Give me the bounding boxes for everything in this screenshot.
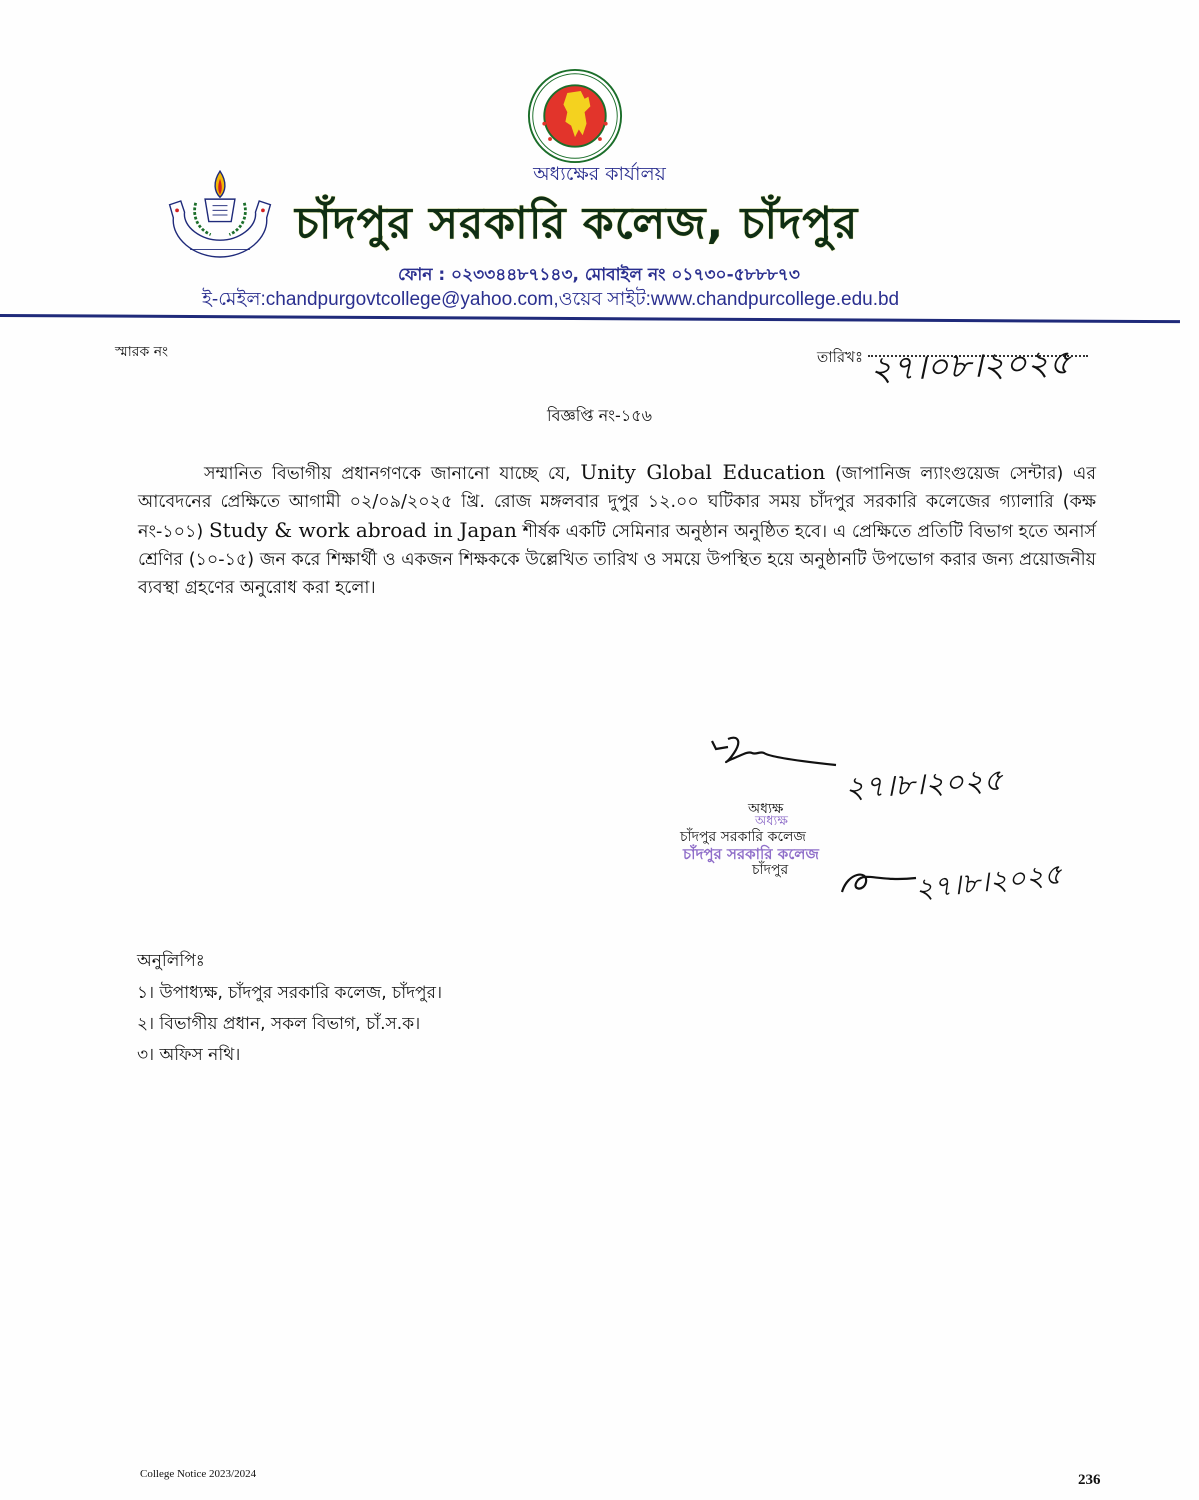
memo-number-label: স্মারক নং	[115, 344, 169, 360]
stamp-title: অধ্যক্ষ	[755, 814, 788, 829]
initials-icon	[838, 862, 918, 902]
date-label: তারিখঃ	[817, 348, 863, 366]
copies-label: অনুলিপিঃ	[137, 951, 205, 971]
signature-icon	[708, 733, 838, 783]
stamp-college: চাঁদপুর সরকারি কলেজ	[683, 845, 819, 863]
email-website-line: ই-মেইল:chandpurgovtcollege@yahoo.com,ওয়েব সাইট:www.chandpurcollege.edu.bd	[202, 289, 900, 310]
body-text-3: শীর্ষক একটি সেমিনার অনুষ্ঠান অনুষ্ঠিত হবে। এ প্রেক্ষিতে প্রতিটি বিভাগ হতে অনার্স শ্রেণির (১০-১৫) জন করে শিক্ষার্থী ও একজন শিক্ষককে উল্লেখিত তারিখ ও সময়ে উপস্থিত হয়ে অনুষ্ঠানটি উপভোগ করার জন্য প্রয়োজনীয় ব্যবস্থা গ্রহণের অনুরোধ করা হলো।	[138, 522, 1096, 598]
initials-date: ২৭।৮।২০২৫	[913, 857, 1064, 906]
copy-item: ২। বিভাগীয় প্রধান, সকল বিভাগ, চাঁ.স.ক।	[137, 1014, 421, 1034]
office-name: অধ্যক্ষের কার্যালয়	[533, 163, 666, 185]
college-logo-icon	[164, 162, 276, 268]
signatory-place: চাঁদপুর	[752, 862, 789, 878]
college-title: চাঁদপুর সরকারি কলেজ, চাঁদপুর	[295, 198, 859, 249]
body-text-2: (জাপানিজ ল্যাংগুয়েজ সেন্টার) এর আবেদনের প্রেক্ষিতে আগামী ০২/০৯/২০২৫ খ্রি. রোজ মঙ্গলবার দুপুর ১২.০০ ঘটিকার সময় চাঁদপুর সরকারি কলেজের গ্যালারি (কক্ষ নং-১০১)	[138, 464, 1096, 542]
copy-item: ৩। অফিস নথি।	[137, 1045, 241, 1065]
footer-label: College Notice 2023/2024	[140, 1468, 257, 1480]
copy-item: ১। উপাধ্যক্ষ, চাঁদপুর সরকারি কলেজ, চাঁদপুর।	[137, 983, 443, 1003]
government-seal-icon	[527, 68, 623, 164]
phone-line: ফোন : ০২৩৩৪৪৮৭১৪৩, মোবাইল নং ০১৭৩০-৫৮৮৮৭৩	[398, 265, 800, 285]
signatory-title: অধ্যক্ষ	[748, 801, 784, 817]
body-text-1: সম্মানিত বিভাগীয় প্রধানগণকে জানানো যাচ্ছে যে,	[204, 464, 581, 484]
organizer-name: Unity Global Education	[580, 460, 826, 484]
signature-date: ২৭।৮।২০২৫	[844, 762, 1004, 807]
notice-number: বিজ্ঞপ্তি নং-১৫৬	[547, 406, 652, 425]
signatory-college: চাঁদপুর সরকারি কলেজ	[680, 829, 806, 845]
handwritten-date: ২৭।০৮।২০২৫	[869, 342, 1072, 390]
seminar-title: Study & work abroad in Japan	[208, 518, 517, 542]
page-number: 236	[1078, 1472, 1101, 1488]
notice-body	[138, 458, 1096, 602]
